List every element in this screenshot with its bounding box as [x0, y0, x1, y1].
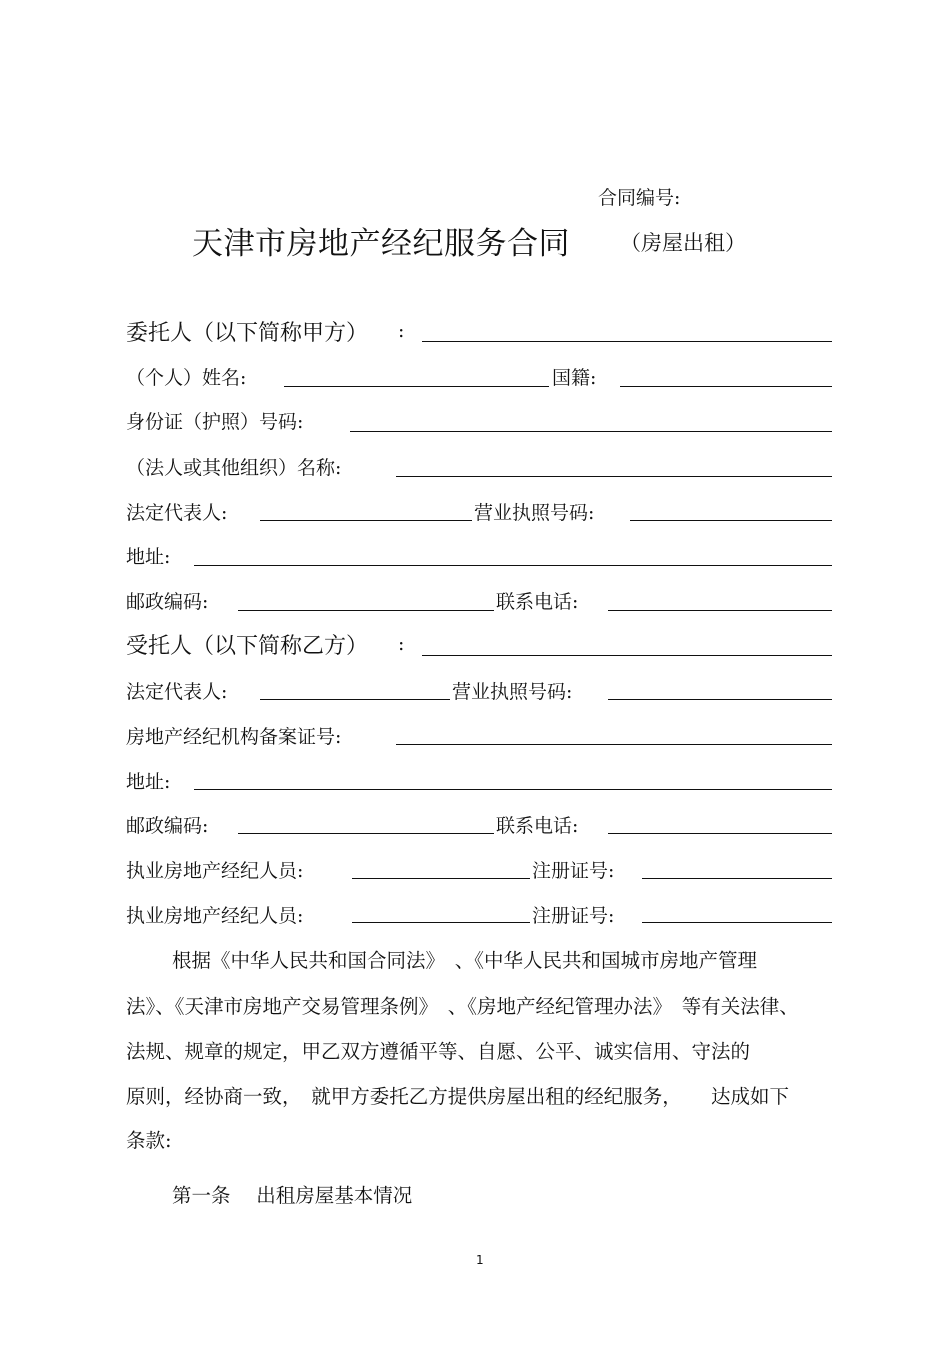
registration-1-blank[interactable]: [642, 878, 832, 879]
page-number: 1: [476, 1253, 484, 1267]
party-a-address-blank[interactable]: [194, 565, 832, 566]
article-1-heading: 第一条 出租房屋基本情况: [172, 1184, 413, 1207]
agency-record-blank[interactable]: [396, 744, 832, 745]
party-b-colon: :: [398, 633, 405, 655]
party-a-license-blank[interactable]: [630, 520, 832, 521]
preamble-line: 法》、《天津市房地产交易管理条例》 、《房地产经纪管理办法》 等有关法律、: [126, 995, 799, 1018]
org-name-label: （法人或其他组织）名称:: [126, 457, 342, 479]
org-name-blank[interactable]: [396, 476, 832, 477]
registration-2-blank[interactable]: [642, 922, 832, 923]
party-a-phone-label: 联系电话:: [496, 591, 579, 613]
party-a-name-blank[interactable]: [422, 341, 832, 342]
nationality-blank[interactable]: [620, 386, 832, 387]
agency-record-label: 房地产经纪机构备案证号:: [126, 726, 342, 748]
agent-2-label: 执业房地产经纪人员:: [126, 905, 304, 927]
party-a-rep-blank[interactable]: [260, 520, 472, 521]
party-b-phone-blank[interactable]: [608, 833, 832, 834]
id-number-label: 身份证（护照）号码:: [126, 411, 304, 433]
party-b-postcode-label: 邮政编码:: [126, 815, 209, 837]
registration-1-label: 注册证号:: [532, 860, 615, 882]
party-b-postcode-blank[interactable]: [238, 833, 494, 834]
party-b-phone-label: 联系电话:: [496, 815, 579, 837]
party-a-phone-blank[interactable]: [608, 610, 832, 611]
party-b-heading: 受托人（以下简称乙方）: [126, 634, 369, 659]
party-a-rep-label: 法定代表人:: [126, 502, 228, 524]
document-title: 天津市房地产经纪服务合同: [192, 226, 570, 262]
party-a-license-label: 营业执照号码:: [474, 502, 595, 524]
party-b-rep-blank[interactable]: [260, 699, 450, 700]
party-b-address-blank[interactable]: [194, 789, 832, 790]
personal-name-label: （个人）姓名:: [126, 367, 247, 389]
preamble-line: 法规、规章的规定，甲乙双方遵循平等、自愿、公平、诚实信用、守法的: [126, 1040, 751, 1063]
agent-1-label: 执业房地产经纪人员:: [126, 860, 304, 882]
document-subtitle: （房屋出租）: [620, 231, 746, 255]
id-number-blank[interactable]: [350, 431, 832, 432]
party-a-heading: 委托人（以下简称甲方）: [126, 321, 369, 346]
party-a-address-label: 地址:: [126, 546, 171, 568]
preamble-line: 条款:: [126, 1129, 172, 1152]
registration-2-label: 注册证号:: [532, 905, 615, 927]
party-a-postcode-blank[interactable]: [238, 610, 494, 611]
agent-2-blank[interactable]: [352, 922, 530, 923]
party-b-address-label: 地址:: [126, 771, 171, 793]
personal-name-blank[interactable]: [284, 386, 549, 387]
agent-1-blank[interactable]: [352, 878, 530, 879]
party-b-rep-label: 法定代表人:: [126, 681, 228, 703]
party-a-postcode-label: 邮政编码:: [126, 591, 209, 613]
party-b-license-label: 营业执照号码:: [452, 681, 573, 703]
party-b-name-blank[interactable]: [422, 655, 832, 656]
preamble-line: 根据《中华人民共和国合同法》 、《中华人民共和国城市房地产管理: [172, 949, 758, 972]
party-a-colon: :: [398, 320, 405, 342]
preamble-line: 原则，经协商一致， 就甲方委托乙方提供房屋出租的经纪服务， 达成如下: [126, 1085, 790, 1108]
nationality-label: 国籍:: [552, 367, 597, 389]
party-b-license-blank[interactable]: [608, 699, 832, 700]
contract-number-label: 合同编号:: [598, 187, 681, 209]
